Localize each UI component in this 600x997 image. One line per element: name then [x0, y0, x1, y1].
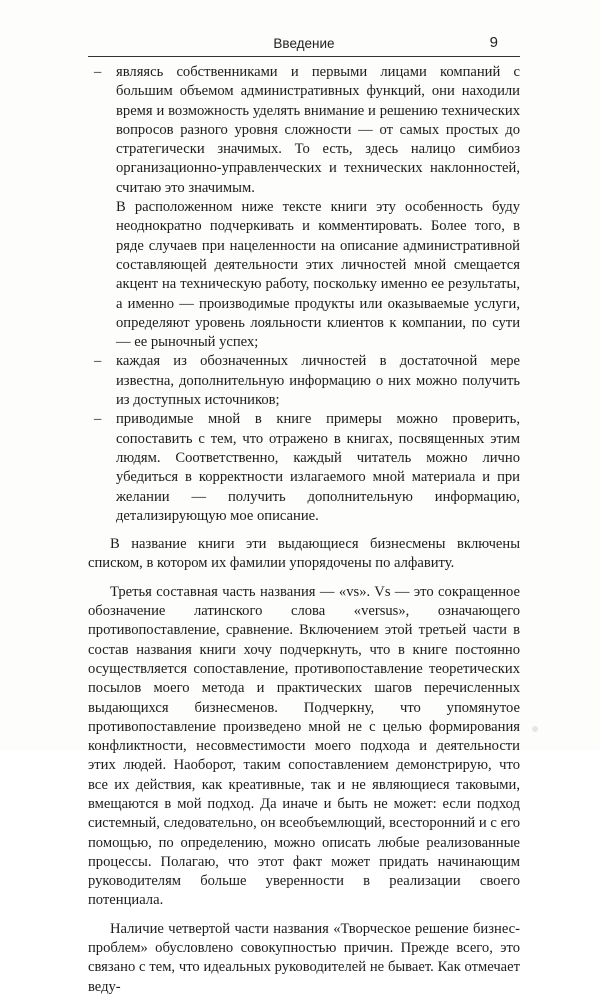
spacer — [88, 574, 520, 583]
bullet-dash: – — [94, 64, 102, 80]
header-rule — [88, 56, 520, 57]
page-body — [88, 63, 520, 997]
chapter-title: Введение — [273, 36, 335, 51]
spacer — [88, 526, 520, 535]
bullet-text: приводимые мной в книге примеры можно проверить, сопоставить с тем, что отражено в книгах, посвященных этим людям. Соответственно, каждый читатель можно лично убедиться в корректности излагаемого мной материала и при желании — получить дополнительную информацию, детализирующую мое описание. — [116, 411, 520, 524]
bullet-text: являясь собственниками и первыми лицами компаний с большим объемом административных функций, они находили время и возможность уделять внимание и решению технических вопросов разного уровня сложности — от самых простых до стратегически значимых. То есть, здесь налицо симбиоз организационно-управленческих и технических наклонностей, считаю это значимым. — [116, 64, 520, 196]
bullet-dash: – — [94, 411, 102, 428]
bullet-item — [88, 63, 520, 198]
scan-speck — [532, 726, 538, 732]
bullet-item — [88, 410, 520, 526]
bullet-continuation: В расположенном ниже тексте книги эту особенность буду неоднократно подчеркивать и комментировать. Более того, в ряде случаев при нацеленности на описание административной составляющей деятельности этих личностей мной смещается акцент на техническую работу, поскольку именно ее результаты, а именно — производимые продукты или оказываемые услуги, определяют уровень лояльности клиентов к компании, по сути — ее рыночный успех; — [116, 199, 520, 351]
page-number: 9 — [489, 34, 498, 51]
bullet-dash: – — [94, 353, 102, 370]
running-header — [88, 36, 520, 56]
bullet-text: каждая из обозначенных личностей в достаточной мере известна, дополнительную информацию о них можно получить из доступных источников; — [116, 353, 520, 409]
body-paragraph: Третья составная часть названия — «vs». Vs — это сокращенное обозначение латинского слова «versus», означающего противопоставление, сравнение. Включением этой третьей части в состав названия книги хочу подчеркнуть, что в книге постоянно осуществляется сопоставление, противопоставление теоретических посылов моего метода и практических шагов перечисленных выдающихся бизнесменов. Подчеркну, что упомянутое противопоставление произведено мной не с целью формирования конфликтности, несовместимости моего подхода и деятельности этих людей. Наоборот, таким сопоставлением демонстрирую, что все их действия, как креативные, так и не являющиеся таковыми, вмещаются в мой подход. Да иначе и быть не может: если подход системный, следовательно, он всеобъемлющий, всесторонний и с его помощью, по определению, можно описать любые реализованные процессы. Полагаю, что этот факт может придать начинающим руководителям больше уверенности в реализации своего потенциала. — [88, 583, 520, 909]
body-paragraph: Наличие четвертой части названия «Творческое решение бизнес-проблем» обусловлено совокупностью причин. Прежде всего, это связано с тем, что идеальных руководителей не бывает. Как отмечает веду- — [88, 920, 520, 995]
bullet-item — [88, 352, 520, 410]
body-paragraph: В название книги эти выдающиеся бизнесмены включены списком, в котором их фамилии упорядочены по алфавиту. — [88, 536, 520, 572]
spacer — [88, 911, 520, 920]
